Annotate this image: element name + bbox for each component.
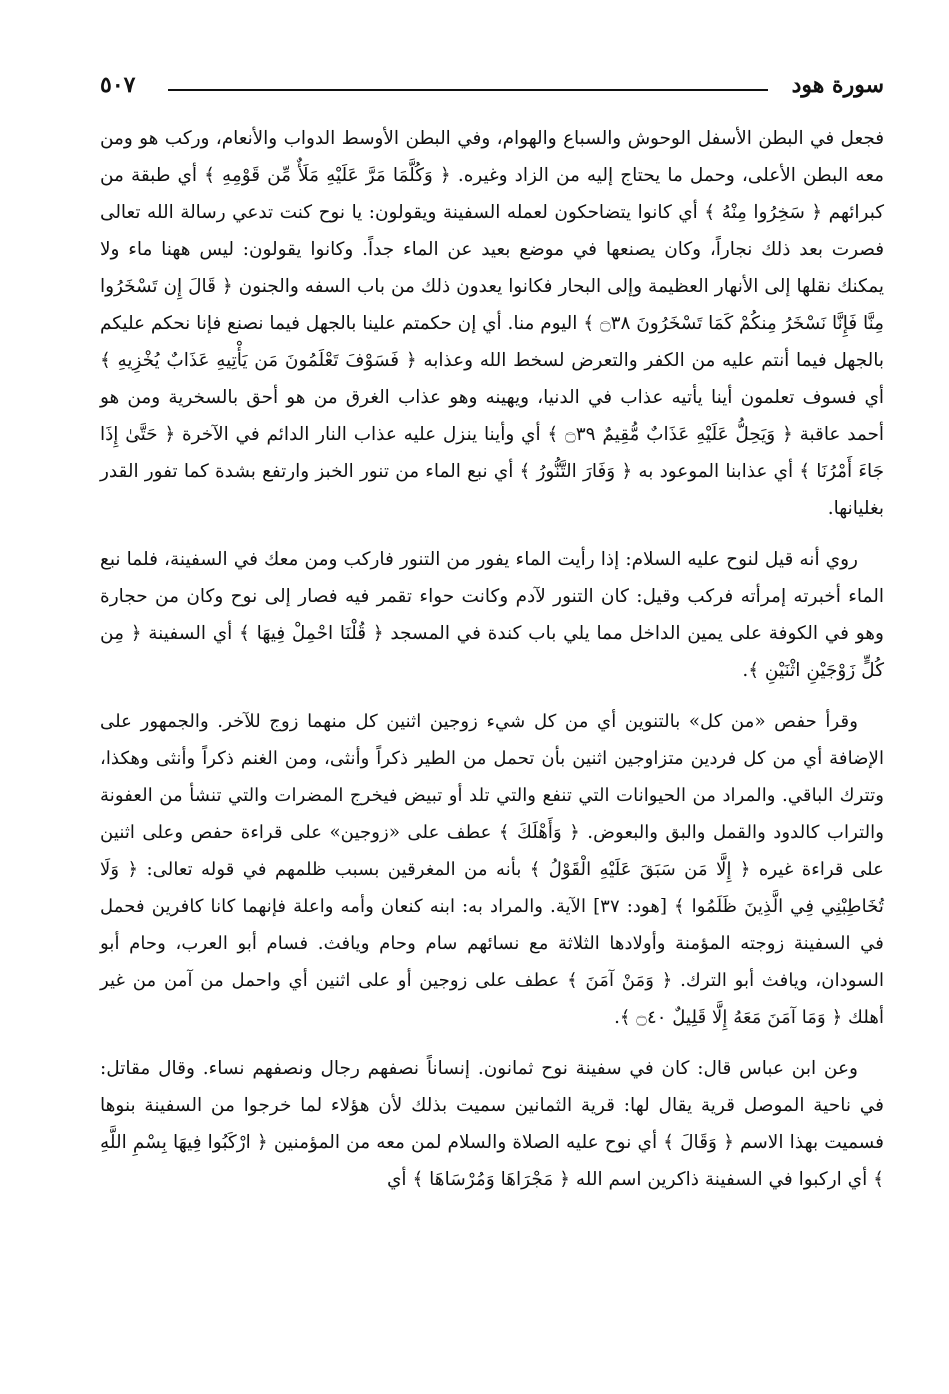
page-body xyxy=(100,120,884,1212)
page-number: ٥٠٧ xyxy=(100,72,136,98)
page-header xyxy=(100,64,884,104)
surah-title: سورة هود xyxy=(791,72,884,98)
header-rule xyxy=(168,89,768,91)
paragraph-3: وقرأ حفص «من كل» بالتنوين أي من كل شيء زوجين اثنين كل منهما زوج للآخر. والجمهور على الإضافة أي من كل فردين متزاوجين اثنين بأن تحمل من الطير ذكراً وأنثى، ومن الغنم ذكراً وأنثى وهكذا، وتترك الباقي. والمراد من الحيوانات التي تنفع والتي تلد أو تبيض فيخرج المضرات والتي تنشأ من العفونة والتراب كالدود والقمل والبق والبعوض. ﴿ وَأَهْلَكَ ﴾ عطف على «زوجين» على قراءة حفص وعلى اثنين على قراءة غيره ﴿ إِلَّا مَن سَبَقَ عَلَيْهِ الْقَوْلُ ﴾ بأنه من المغرقين بسبب ظلمهم في قوله تعالى: ﴿ وَلَا تُخَاطِبْنِي فِي الَّذِينَ ظَلَمُوا ﴾ [هود: ٣٧] الآية. والمراد به: ابنه كنعان وأمه واعلة فإنهما كانا كافرين فحمل في السفينة زوجته المؤمنة وأولادها الثلاثة مع نسائهم سام وحام ويافث. فسام أبو العرب، وحام أبو السودان، ويافث أبو الترك. ﴿ وَمَنْ آمَنَ ﴾ عطف على زوجين أو على اثنين أي واحمل من آمن من غير أهلك ﴿ وَمَا آمَنَ مَعَهُ إِلَّا قَلِيلٌ ۝٤٠ ﴾. xyxy=(100,711,884,1028)
paragraph-4: وعن ابن عباس قال: كان في سفينة نوح ثمانون. إنساناً نصفهم رجال ونصفهم نساء. وقال مقاتل: في ناحية الموصل قرية يقال لها: قرية الثمانين سميت بذلك لأن هؤلاء لما خرجوا من السفينة بنوها فسميت بهذا الاسم ﴿ وَقَالَ ﴾ أي نوح عليه الصلاة والسلام لمن معه من المؤمنين ﴿ ارْكَبُوا فِيهَا بِسْمِ اللَّهِ ﴾ أي اركبوا في السفينة ذاكرين اسم الله ﴿ مَجْرَاهَا وَمُرْسَاهَا ﴾ أي xyxy=(100,1058,884,1190)
paragraph-1: فجعل في البطن الأسفل الوحوش والسباع والهوام، وفي البطن الأوسط الدواب والأنعام، وركب هو ومن معه البطن الأعلى، وحمل ما يحتاج إليه من الزاد وغيره. ﴿ وَكُلَّمَا مَرَّ عَلَيْهِ مَلَأٌ مِّن قَوْمِهِ ﴾ أي طبقة من كبرائهم ﴿ سَخِرُوا مِنْهُ ﴾ أي كانوا يتضاحكون لعمله السفينة ويقولون: يا نوح كنت تدعي رسالة الله تعالى فصرت بعد ذلك نجاراً، وكان يصنعها في موضع بعيد عن الماء جداً. وكانوا يقولون: ليس ههنا ماء ولا يمكنك نقلها إلى الأنهار العظيمة وإلى البحار فكانوا يعدون ذلك من باب السفه والجنون ﴿ قَالَ إِن تَسْخَرُوا مِنَّا فَإِنَّا نَسْخَرُ مِنكُمْ كَمَا تَسْخَرُونَ ۝٣٨ ﴾ اليوم منا. أي إن حكمتم علينا بالجهل فيما نصنع فإنا نحكم عليكم بالجهل فيما أنتم عليه من الكفر والتعرض لسخط الله وعذابه ﴿ فَسَوْفَ تَعْلَمُونَ مَن يَأْتِيهِ عَذَابٌ يُخْزِيهِ ﴾ أي فسوف تعلمون أينا يأتيه عذاب في الدنيا، ويهينه وهو عذاب الغرق من هو أحق بالسخرية ومن هو أحمد عاقبة ﴿ وَيَحِلُّ عَلَيْهِ عَذَابٌ مُّقِيمٌ ۝٣٩ ﴾ أي وأينا ينزل عليه عذاب النار الدائم في الآخرة ﴿ حَتَّىٰ إِذَا جَاءَ أَمْرُنَا ﴾ أي عذابنا الموعود به ﴿ وَفَارَ التَّنُّورُ ﴾ أي نبع الماء من تنور الخبز وارتفع بشدة كما تفور القدر بغليانها. xyxy=(100,128,885,519)
paragraph-2: روي أنه قيل لنوح عليه السلام: إذا رأيت الماء يفور من التنور فاركب ومن معك في السفينة، فلما نبع الماء أخبرته إمرأته فركب وقيل: كان التنور لآدم وكانت حواء تقمر فيه فصار إلى نوح وكان من حجارة وهو في الكوفة على يمين الداخل مما يلي باب كندة في المسجد ﴿ قُلْنَا احْمِلْ فِيهَا ﴾ أي السفينة ﴿ مِن كُلٍّ زَوْجَيْنِ اثْنَيْنِ ﴾. xyxy=(100,549,884,681)
